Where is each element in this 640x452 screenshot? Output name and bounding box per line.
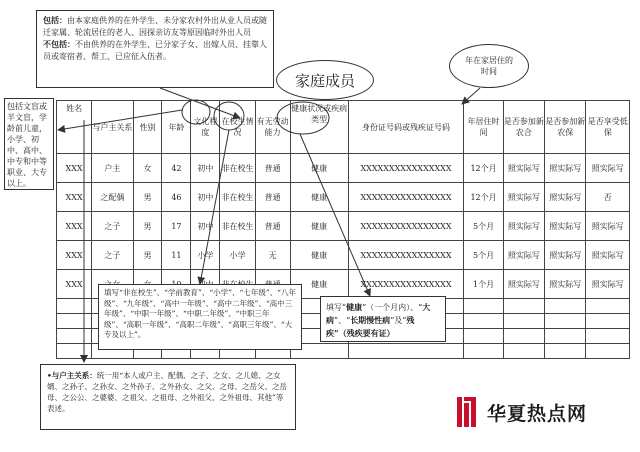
include-text: 由本家庭供养的在外学生、未分家农村外出从业人员或随迁家属、轮流居住的老人、因探亲访友等原因临时外出人员	[43, 16, 267, 37]
table-cell: 照实际写	[503, 183, 544, 212]
col-header: 姓名	[57, 101, 92, 154]
table-cell: 17	[162, 212, 191, 241]
table-cell: 5个月	[464, 241, 503, 270]
table-cell: 12个月	[464, 154, 503, 183]
col-header: 是否参加新农保	[545, 101, 586, 154]
exclude-label: 不包括：	[43, 40, 75, 49]
table-cell: 5个月	[464, 212, 503, 241]
col-header: 与户主关系	[92, 101, 133, 154]
table-cell: 非在校生	[220, 183, 255, 212]
table-cell: 42	[162, 154, 191, 183]
table-cell: 否	[586, 183, 630, 212]
table-cell: XXXXXXXXXXXXXXXX	[348, 154, 464, 183]
health-note-part: ”、“	[334, 316, 351, 325]
table-cell: XXXXXXXXXXXXXXXX	[348, 270, 464, 299]
table-cell: 健康	[290, 270, 348, 299]
health-note-part: ”（一个月内）、“	[362, 303, 423, 312]
table-cell: XXX	[57, 183, 92, 212]
table-cell: 照实际写	[545, 241, 586, 270]
education-note-text: 包括文盲或半文盲，学龄前儿童，小学、初中、高中、中专和中等职业、大专以上。	[7, 102, 47, 188]
table-cell: 照实际写	[586, 154, 630, 183]
include-label: 包括：	[43, 16, 67, 25]
table-cell: 照实际写	[503, 270, 544, 299]
health-note-part: 填写“	[326, 303, 347, 312]
table-cell: 男	[133, 212, 162, 241]
relation-label: •与户主关系：	[47, 371, 97, 380]
table-cell: XXXXXXXXXXXXXXXX	[348, 183, 464, 212]
school-header-circle	[214, 102, 244, 130]
table-cell: 普通	[255, 183, 290, 212]
table-cell: XXX	[57, 241, 92, 270]
table-cell: 普通	[255, 212, 290, 241]
table-cell: 健康	[290, 154, 348, 183]
col-header: 性别	[133, 101, 162, 154]
residence-arrow	[462, 88, 480, 104]
table-cell: 46	[162, 183, 191, 212]
site-logo	[455, 392, 630, 432]
table-cell: 无	[255, 241, 290, 270]
table-cell: 健康	[290, 183, 348, 212]
page-title-text: 家庭成员	[294, 71, 355, 90]
col-header: 是否享受低保	[586, 101, 630, 154]
table-cell: 男	[133, 241, 162, 270]
school-status-text: 填写“非在校生”、“学前教育”、“小学”、“七年级”、“八年级”、“九年级”、“高中一年级”、“高中二年级”、“高中三年级”、“中职一年级”、“中职二年级”、“中职三年级”、“高职一年级”、“高职二年级”、“高职三年级”、“大专及以上”。	[104, 288, 297, 339]
col-header: 身份证号码或残疾证号码	[348, 101, 464, 154]
col-header: 是否参加新农合	[503, 101, 544, 154]
table-cell: 照实际写	[503, 241, 544, 270]
table-cell: 非在校生	[220, 154, 255, 183]
health-note-part: ”及“	[390, 316, 407, 325]
table-cell: 初中	[191, 212, 220, 241]
table-cell: 照实际写	[586, 212, 630, 241]
table-cell: 11	[162, 241, 191, 270]
education-header-circle	[182, 100, 210, 124]
col-header: 有无劳动能力	[255, 101, 290, 154]
exclude-text: 不由供养的在外学生、已分家子女、出嫁人员、挂靠人员或寄宿者、帮工、已应征入伍者。	[43, 40, 267, 61]
annotation-marks	[58, 88, 480, 362]
table-cell: 男	[133, 183, 162, 212]
table-cell: 照实际写	[586, 241, 630, 270]
table-cell: XXX	[57, 154, 92, 183]
table-cell: 初中	[191, 154, 220, 183]
school-arrow	[200, 130, 229, 284]
table-cell: XXXXXXXXXXXXXXXX	[348, 241, 464, 270]
table-cell: 女	[133, 154, 162, 183]
logo-mark-icon	[455, 395, 481, 429]
table-cell: XXX	[57, 270, 92, 299]
table-cell: 之子	[92, 212, 133, 241]
table-cell: 普通	[255, 154, 290, 183]
table-cell: 照实际写	[545, 154, 586, 183]
include-box-arrow	[160, 88, 240, 118]
table-cell: 照实际写	[545, 183, 586, 212]
table-cell: 初中	[191, 183, 220, 212]
col-header: 健康状况或疾病类型	[290, 101, 348, 154]
table-cell: 之配偶	[92, 183, 133, 212]
table-cell: 照实际写	[545, 270, 586, 299]
table-cell: XXX	[57, 212, 92, 241]
table-cell: 之子	[92, 241, 133, 270]
health-note-bold: 大病	[326, 302, 431, 325]
table-cell: 照实际写	[586, 270, 630, 299]
table-cell: 照实际写	[503, 212, 544, 241]
table-cell: 照实际写	[503, 154, 544, 183]
table-cell: 非在校生	[220, 212, 255, 241]
health-note-bold: 健康	[346, 302, 363, 312]
health-arrow	[300, 134, 370, 296]
col-header: 在校生情况	[220, 101, 255, 154]
table-cell: 健康	[290, 241, 348, 270]
health-header-circle	[277, 102, 329, 134]
table-cell: 小学	[220, 241, 255, 270]
col-header: 文化程度	[191, 101, 220, 154]
education-arrow	[58, 110, 182, 130]
table-cell: XXXXXXXXXXXXXXXX	[348, 212, 464, 241]
table-cell: 健康	[290, 212, 348, 241]
table-cell: 照实际写	[545, 212, 586, 241]
health-note-bold: 长期慢性病	[350, 315, 391, 325]
table-cell: 12个月	[464, 183, 503, 212]
col-header: 年龄	[162, 101, 191, 154]
health-note-bold: 残疾	[326, 315, 415, 338]
residence-time-text: 年在家居住的时间	[465, 56, 513, 76]
health-note-part: ”（残疾要有证）	[334, 328, 395, 338]
relation-text: 统一用“本人或户主、配偶、之子、之女、之儿媳、之女婿、之孙子、之孙女、之外孙子、之外孙女、之父、之母、之岳父、之岳母、之公公、之婆婆、之祖父、之祖母、之外祖父、之外祖母、其他”等表述。	[47, 371, 287, 413]
table-cell: 户主	[92, 154, 133, 183]
table-cell: 1个月	[464, 270, 503, 299]
logo-text: 华夏热点网	[487, 402, 588, 425]
table-cell: 小学	[191, 241, 220, 270]
col-header: 年居住时间	[464, 101, 503, 154]
